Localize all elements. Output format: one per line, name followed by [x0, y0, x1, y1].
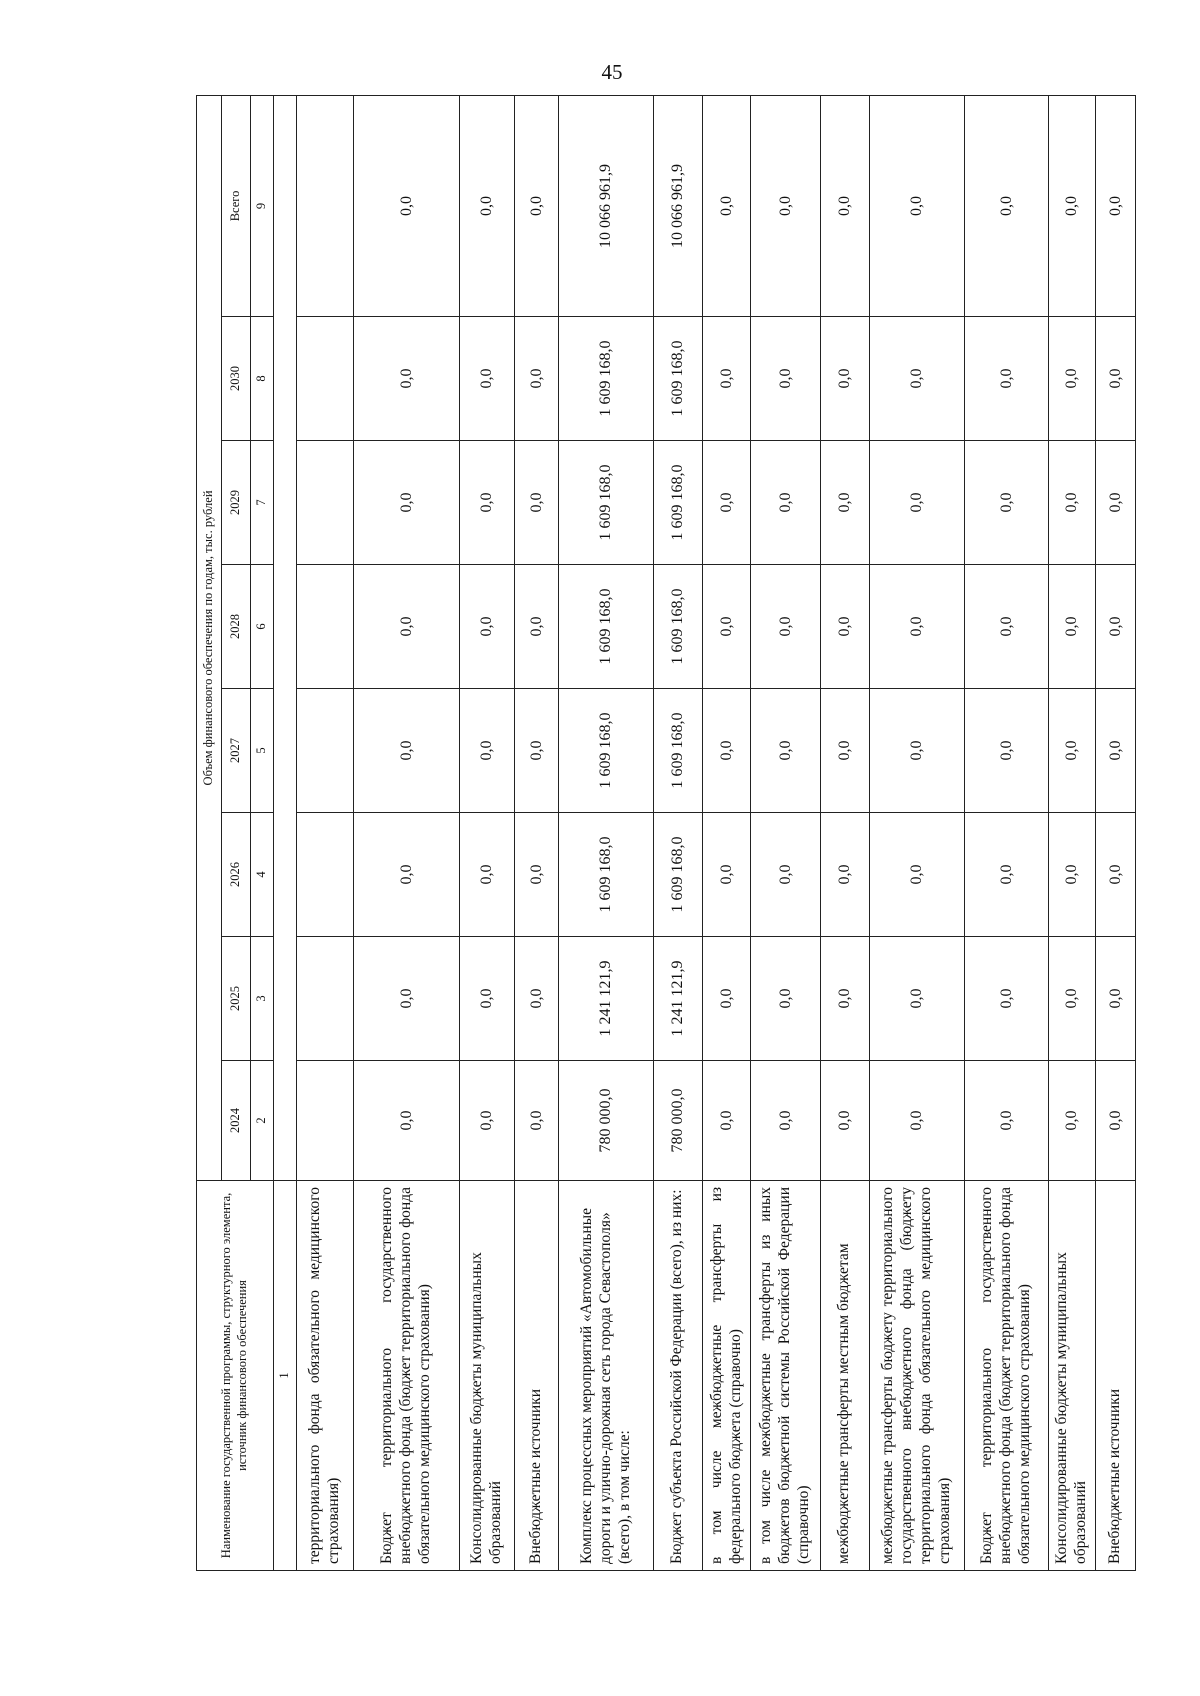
row-value-cell: 0,0: [1049, 95, 1095, 316]
row-value-cell: 0,0: [1049, 317, 1095, 441]
header-total: Всего: [222, 95, 251, 316]
table-body: [297, 95, 1136, 1570]
row-value-cell: 0,0: [514, 317, 558, 441]
row-value-cell: 1 609 168,0: [559, 689, 654, 813]
row-value-cell: 0,0: [354, 441, 460, 565]
table-row: [1049, 95, 1095, 1570]
row-value-cell: 0,0: [459, 441, 514, 565]
row-value-cell: 0,0: [821, 317, 870, 441]
header-year-2025: 2025: [222, 937, 251, 1061]
row-value-cell: 0,0: [702, 441, 751, 565]
header-year-2026: 2026: [222, 813, 251, 937]
row-value-cell: 1 609 168,0: [559, 317, 654, 441]
row-name-cell: межбюджетные трансферты бюджету территориального государственного внебюджетного фонда (бюджету территориального фонда обязательного медицинского страхования): [869, 1181, 964, 1571]
row-value-cell: 0,0: [1095, 565, 1135, 689]
table-row: [297, 95, 354, 1570]
row-value-cell: 0,0: [514, 689, 558, 813]
row-value-cell: [297, 317, 354, 441]
row-value-cell: 0,0: [869, 441, 964, 565]
row-value-cell: 0,0: [1049, 565, 1095, 689]
row-value-cell: 0,0: [751, 317, 821, 441]
row-value-cell: 0,0: [514, 1061, 558, 1181]
row-value-cell: 0,0: [964, 565, 1049, 689]
row-value-cell: 1 241 121,9: [654, 937, 703, 1061]
row-name-cell: Бюджет субъекта Российской Федерации (всего), из них:: [654, 1181, 703, 1571]
row-value-cell: 0,0: [1095, 317, 1135, 441]
table-row: [751, 95, 821, 1570]
header-colnum-7: 7: [251, 441, 274, 565]
row-value-cell: 0,0: [354, 689, 460, 813]
row-value-cell: 0,0: [459, 1061, 514, 1181]
row-value-cell: [297, 937, 354, 1061]
header-colnum-4: 4: [251, 813, 274, 937]
row-value-cell: 1 241 121,9: [559, 937, 654, 1061]
row-value-cell: 0,0: [514, 813, 558, 937]
row-value-cell: 0,0: [702, 689, 751, 813]
row-value-cell: 0,0: [514, 937, 558, 1061]
row-value-cell: 0,0: [354, 317, 460, 441]
row-value-cell: 0,0: [514, 565, 558, 689]
header-year-2024: 2024: [222, 1061, 251, 1181]
row-value-cell: 0,0: [821, 441, 870, 565]
row-value-cell: 0,0: [1095, 1061, 1135, 1181]
table-row: [964, 95, 1049, 1570]
table-row: [702, 95, 751, 1570]
row-value-cell: 1 609 168,0: [654, 689, 703, 813]
row-value-cell: 0,0: [964, 317, 1049, 441]
header-colnum-2: 2: [251, 1061, 274, 1181]
row-value-cell: 0,0: [354, 95, 460, 316]
row-name-cell: Бюджет территориального государственного внебюджетного фонда (бюджет территориального фонда обязательного медицинского страхования): [964, 1181, 1049, 1571]
row-value-cell: 0,0: [354, 1061, 460, 1181]
row-value-cell: 0,0: [821, 1061, 870, 1181]
table-row: [459, 95, 514, 1570]
header-colnum-1: 1: [274, 1181, 297, 1571]
row-name-cell: Внебюджетные источники: [514, 1181, 558, 1571]
row-value-cell: 1 609 168,0: [654, 813, 703, 937]
header-colnum-6: 6: [251, 565, 274, 689]
row-value-cell: 0,0: [751, 565, 821, 689]
table-row: [1095, 95, 1135, 1570]
row-value-cell: 0,0: [964, 813, 1049, 937]
table-row: [821, 95, 870, 1570]
row-name-cell: Консолидированные бюджеты муниципальных образований: [1049, 1181, 1095, 1571]
header-colnum-spacer: [274, 95, 297, 1180]
row-value-cell: 0,0: [1049, 937, 1095, 1061]
row-value-cell: 1 609 168,0: [559, 565, 654, 689]
header-year-2030: 2030: [222, 317, 251, 441]
row-name-cell: Внебюджетные источники: [1095, 1181, 1135, 1571]
row-value-cell: 0,0: [1095, 813, 1135, 937]
row-name-cell: Бюджет территориального государственного внебюджетного фонда (бюджет территориального фонда обязательного медицинского страхования): [354, 1181, 460, 1571]
row-value-cell: 0,0: [964, 937, 1049, 1061]
row-value-cell: 0,0: [1049, 1061, 1095, 1181]
row-value-cell: 0,0: [869, 813, 964, 937]
row-value-cell: 0,0: [702, 317, 751, 441]
row-value-cell: 0,0: [869, 317, 964, 441]
row-value-cell: 0,0: [459, 937, 514, 1061]
row-value-cell: 0,0: [459, 689, 514, 813]
row-value-cell: 0,0: [821, 565, 870, 689]
row-value-cell: [297, 565, 354, 689]
row-value-cell: 0,0: [459, 565, 514, 689]
row-value-cell: [297, 1061, 354, 1181]
row-value-cell: 1 609 168,0: [654, 565, 703, 689]
table-row: [654, 95, 703, 1570]
header-year-2027: 2027: [222, 689, 251, 813]
row-name-cell: территориального фонда обязательного медицинского страхования): [297, 1181, 354, 1571]
row-value-cell: 0,0: [751, 95, 821, 316]
row-value-cell: 0,0: [702, 95, 751, 316]
row-value-cell: [297, 95, 354, 316]
row-value-cell: 0,0: [964, 689, 1049, 813]
row-value-cell: 10 066 961,9: [559, 95, 654, 316]
row-value-cell: 0,0: [869, 937, 964, 1061]
row-value-cell: 0,0: [354, 565, 460, 689]
header-name-column: Наименование государственной программы, структурного элемента, источник финансового обеспечения: [197, 1181, 274, 1571]
row-value-cell: 0,0: [702, 1061, 751, 1181]
row-value-cell: 0,0: [964, 95, 1049, 316]
row-value-cell: 0,0: [702, 813, 751, 937]
row-value-cell: 0,0: [1095, 441, 1135, 565]
row-value-cell: 1 609 168,0: [559, 441, 654, 565]
row-value-cell: 0,0: [821, 937, 870, 1061]
row-name-cell: в том числе межбюджетные трансферты из иных бюджетов бюджетной системы Российской Федерации (справочно): [751, 1181, 821, 1571]
row-value-cell: [297, 689, 354, 813]
row-value-cell: 1 609 168,0: [559, 813, 654, 937]
header-colnum-3: 3: [251, 937, 274, 1061]
row-value-cell: 0,0: [1049, 689, 1095, 813]
row-value-cell: 0,0: [751, 937, 821, 1061]
row-value-cell: 0,0: [354, 813, 460, 937]
row-name-cell: Комплекс процессных мероприятий «Автомобильные дороги и улично-дорожная сеть города Севастополя» (всего), в том числе:: [559, 1181, 654, 1571]
row-value-cell: 780 000,0: [559, 1061, 654, 1181]
row-value-cell: 0,0: [821, 813, 870, 937]
row-value-cell: 0,0: [1095, 937, 1135, 1061]
row-value-cell: 0,0: [751, 1061, 821, 1181]
row-name-cell: межбюджетные трансферты местным бюджетам: [821, 1181, 870, 1571]
row-value-cell: 0,0: [1049, 813, 1095, 937]
row-value-cell: 0,0: [869, 565, 964, 689]
row-value-cell: 0,0: [1095, 95, 1135, 316]
row-value-cell: 1 609 168,0: [654, 317, 703, 441]
header-year-2028: 2028: [222, 565, 251, 689]
row-value-cell: 0,0: [821, 689, 870, 813]
rotated-table-container: [196, 96, 1136, 1571]
row-name-cell: Консолидированные бюджеты муниципальных образований: [459, 1181, 514, 1571]
header-colnum-9: 9: [251, 95, 274, 316]
row-value-cell: 0,0: [1049, 441, 1095, 565]
row-value-cell: 0,0: [459, 317, 514, 441]
table-row: [354, 95, 460, 1570]
row-name-cell: в том числе межбюджетные трансферты из федерального бюджета (справочно): [702, 1181, 751, 1571]
row-value-cell: 0,0: [821, 95, 870, 316]
row-value-cell: 0,0: [459, 813, 514, 937]
table-row: [514, 95, 558, 1570]
row-value-cell: 0,0: [869, 689, 964, 813]
row-value-cell: 0,0: [514, 441, 558, 565]
row-value-cell: 0,0: [964, 1061, 1049, 1181]
financing-table: [196, 95, 1136, 1571]
row-value-cell: 0,0: [964, 441, 1049, 565]
row-value-cell: 780 000,0: [654, 1061, 703, 1181]
table-row: [559, 95, 654, 1570]
row-value-cell: 0,0: [702, 565, 751, 689]
row-value-cell: 0,0: [459, 95, 514, 316]
row-value-cell: [297, 813, 354, 937]
row-value-cell: 0,0: [1095, 689, 1135, 813]
table-row: [869, 95, 964, 1570]
row-value-cell: 0,0: [869, 1061, 964, 1181]
page-number: 45: [601, 60, 623, 84]
row-value-cell: 0,0: [869, 95, 964, 316]
row-value-cell: 1 609 168,0: [654, 441, 703, 565]
row-value-cell: 0,0: [514, 95, 558, 316]
header-colnum-8: 8: [251, 317, 274, 441]
row-value-cell: 0,0: [751, 441, 821, 565]
row-value-cell: 0,0: [702, 937, 751, 1061]
header-year-2029: 2029: [222, 441, 251, 565]
header-colnum-5: 5: [251, 689, 274, 813]
row-value-cell: 0,0: [751, 813, 821, 937]
row-value-cell: 0,0: [751, 689, 821, 813]
row-value-cell: 0,0: [354, 937, 460, 1061]
row-value-cell: [297, 441, 354, 565]
header-volume: Объем финансового обеспечения по годам, тыс. рублей: [197, 95, 222, 1180]
row-value-cell: 10 066 961,9: [654, 95, 703, 316]
